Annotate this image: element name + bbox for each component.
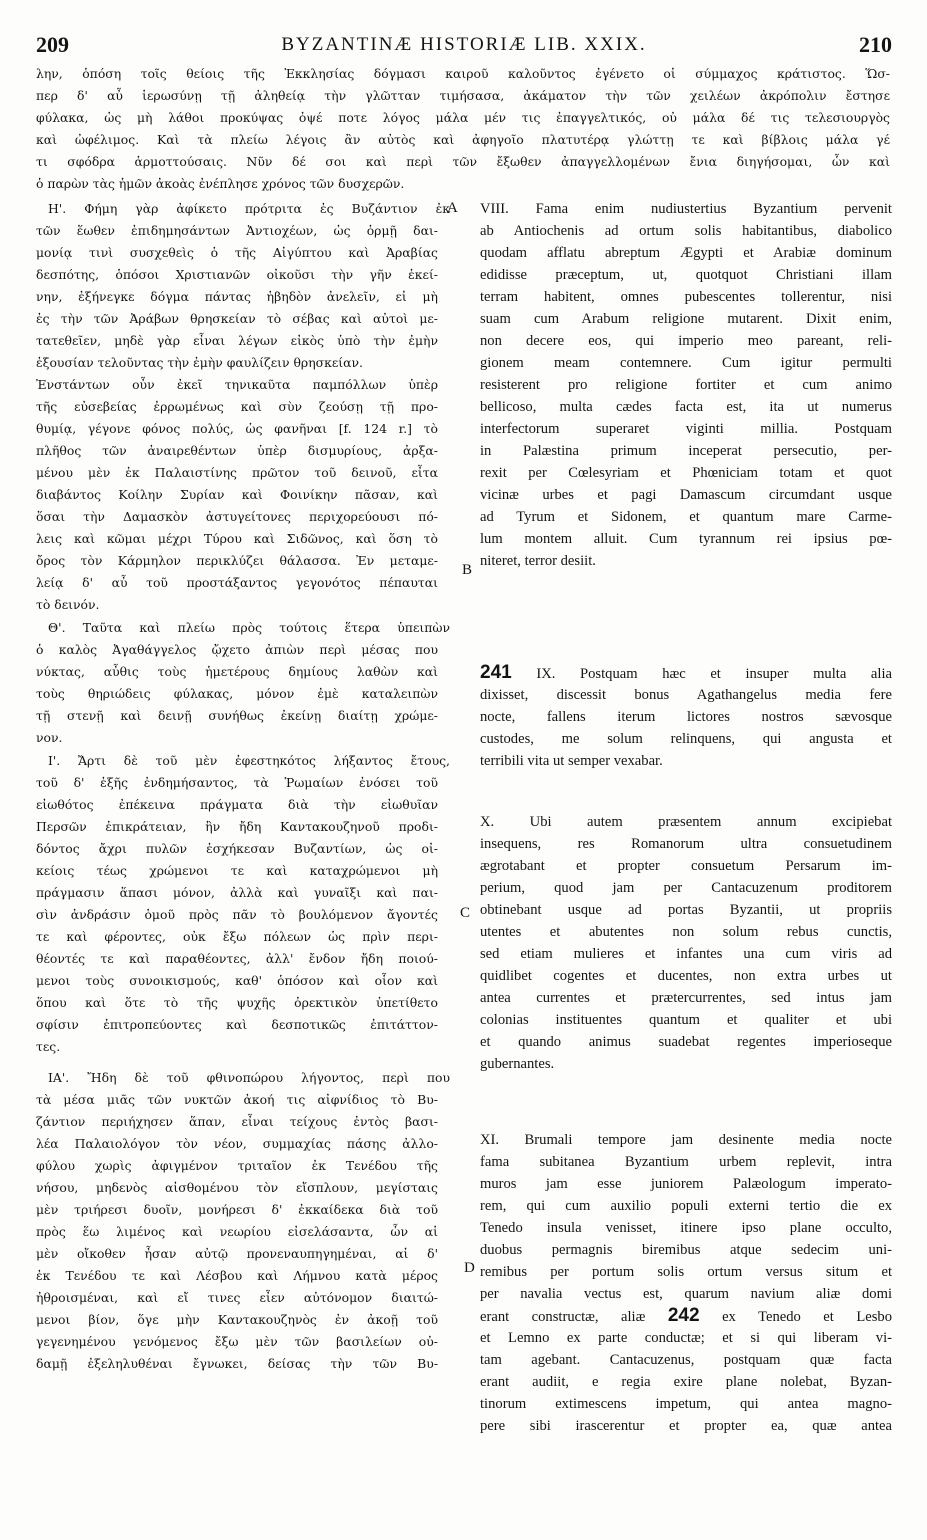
text-line: ὅπου καὶ ὅτε τὸ τῆς ψυχῆς ὀρεκτικὸν ὑπετίθετο bbox=[36, 995, 438, 1010]
text-span: IX. Postquam hæc et insuper multa alia bbox=[536, 666, 892, 682]
text-line: terribili vita ut semper vexabar. bbox=[480, 753, 663, 769]
text-line: ΙΑ'. Ἤδη δὲ τοῦ φθινοπώρου λήγοντος, περὶ που bbox=[48, 1070, 450, 1085]
text-line: πλῆθος τῶν ἀναιρεθέντων ὑπὲρ δισμυρίους, ἀρξα- bbox=[36, 443, 438, 458]
text-line: δεσπότης, ὁπόσοι Χριστιανῶν οἰκοῦσι τὴν γῆν ἐκεί- bbox=[36, 267, 438, 282]
page-number-left: 209 bbox=[36, 32, 69, 57]
text-line: interfectorum superaret viginti millia. Postquam bbox=[480, 421, 892, 437]
text-line: fama subitanea Byzantium urbem replevit, intra bbox=[480, 1154, 892, 1170]
text-line: λείᾳ δ' αὖ τοῦ προστάξαντος γεγονότος πέπαυται bbox=[36, 575, 438, 590]
text-line: τῆς εὐσεβείας ἐρρωμένως καὶ σὺν ζεούσῃ τῇ προ- bbox=[36, 399, 438, 414]
text-line: vicinæ urbes et pagi Damascum circumdant usque bbox=[480, 487, 892, 503]
text-line: rem, qui cum auxilio populi externi tertio die ex bbox=[480, 1198, 892, 1214]
text-line: quodam afflatu abreptum Ægypti et Arabiæ dominum bbox=[480, 245, 892, 261]
page-number-right: 210 bbox=[859, 32, 892, 57]
text-line: erant audiit, e regia exire plane nolebat, Byzan- bbox=[480, 1374, 892, 1390]
text-line: ἐκ Τενέδου τε καὶ Λέσβου καὶ Λήμνου κατὰ μέρος bbox=[36, 1268, 438, 1283]
text-line: πρὸς ἕω λιμένος καὶ νεωρίου εἰσελάσαντα, ὧν αἱ bbox=[36, 1224, 438, 1239]
text-line: δόντος ἄχρι πυλῶν ἐσχήκεσαν Βυζαντίων, ὡς οἰ- bbox=[36, 841, 438, 856]
text-line: ὁ παρὼν τὰς ἡμῶν ἀκοὰς ἐνέπλησε χρόνος τῶν δυσχερῶν. bbox=[36, 176, 405, 191]
margin-marker-b: B bbox=[462, 562, 473, 578]
text-line: Ι'. Ἄρτι δὲ τοῦ μὲν ἐφεστηκότος λήξαντος ἔτους, bbox=[48, 753, 450, 768]
text-line: μὲν οἴκοθεν ἦσαν αὐτῷ προνεναυπηγημέναι, αἱ δ' bbox=[36, 1246, 438, 1261]
text-line: utentes et abutentes non solum rebus cunctis, bbox=[480, 924, 892, 940]
running-title: BYZANTINÆ HISTORIÆ LIB. XXIX. bbox=[281, 34, 647, 55]
text-line: σὶν ἀνδράσιν ὁμοῦ πρὸς πᾶν τὸ βουλόμενον ἄγοντές bbox=[36, 907, 438, 922]
text-line: niteret, terror desiit. bbox=[480, 553, 596, 569]
text-line: μὲν τριήρεσι δυοῖν, μονήρεσι δ' ἐκκαίδεκα διὰ τοῦ bbox=[36, 1202, 438, 1217]
text-line: ἠθροισμέναι, καὶ εἴ τινες εἶεν αὐτόνομον διαιτώ- bbox=[36, 1290, 438, 1305]
text-line: rexit per Cœlesyriam et Phœniciam totam et quot bbox=[480, 465, 892, 481]
text-line: τες. bbox=[36, 1039, 61, 1054]
text-line: ἐς τὴν τῶν Ἀράβων θρησκείαν τὸ σέβας καὶ αὐτοὶ με- bbox=[36, 311, 438, 326]
running-header bbox=[36, 32, 892, 62]
page-ref-241: 241 bbox=[480, 662, 512, 683]
text-line: τοὺς θηριώδεις φύλακας, μόνον ἐμὲ καταλειπὼν bbox=[36, 686, 438, 701]
text-line: per navalia vectus est, quarum navium aliæ domi bbox=[480, 1286, 892, 1302]
text-line: Θ'. Ταῦτα καὶ πλείω πρὸς τούτοις ἕτερα ὑπειπὼν bbox=[48, 620, 450, 635]
text-line: διαβάντος Κοίλην Συρίαν καὶ Φοινίκην πᾶσαν, καὶ bbox=[36, 487, 438, 502]
text-line: sed etiam mulieres et infantes una cum viris ad bbox=[480, 946, 892, 962]
text-line: muros jam esse juniorem Palæologum imperato- bbox=[480, 1176, 892, 1192]
text-line: colonias instituentes quantum et qualiter et ubi bbox=[480, 1012, 892, 1028]
text-line-with-page-ref bbox=[480, 1306, 892, 1327]
text-line: Περσῶν ἐπικράτειαν, ἣν ἤδη Καντακουζηνοῦ προδι- bbox=[36, 819, 438, 834]
text-line: θέοντές τε καὶ παραθέοντες, ἀλλ' ἔνδον ἤδη ποιού- bbox=[36, 951, 438, 966]
text-line: εἰωθότος ἐπέκεινα πράγματα διὰ τὴν εἰωθυῖαν bbox=[36, 797, 438, 812]
text-line: in Palæstina primum inceperat persecutio, per- bbox=[480, 443, 892, 459]
text-line: X. Ubi autem præsentem annum excipiebat bbox=[480, 814, 892, 830]
text-line: φύλακα, ὡς μὴ λάθοι προκύψας ὀψέ ποτε λόγος μάλα μέν τις ἐπαγγελτικός, οὐ μάλα δέ τις τελεσιουργὸς bbox=[36, 110, 890, 125]
text-line: λέα Παλαιολόγον τὸν νέον, συμμαχίας πάσης ἀλλο- bbox=[36, 1136, 438, 1151]
text-line: μενοι τοὺς συνοικισμούς, καθ' ὁπόσον καὶ οἷον καὶ bbox=[36, 973, 438, 988]
text-line: τοῦ δ' ἑξῆς ἐνδημήσαντος, τὰ Ῥωμαίων ἐνόσει τοῦ bbox=[36, 775, 438, 790]
margin-marker-d: D bbox=[464, 1260, 475, 1276]
text-line: Η'. Φήμη γὰρ ἀφίκετο πρότριτα ἐς Βυζάντιον ἐκ bbox=[48, 201, 450, 216]
margin-marker-a: A bbox=[447, 200, 458, 216]
text-line: antea currentes et prætercurrentes, sed intus jam bbox=[480, 990, 892, 1006]
text-line: τε καὶ φέροντες, οὐκ ἔξω πόλεων ὡς πρὶν περι- bbox=[36, 929, 438, 944]
text-line: pere sibi irascerentur et propter ea, quæ antea bbox=[480, 1418, 892, 1434]
text-line: duobus permagnis biremibus atque sedecim uni- bbox=[480, 1242, 892, 1258]
text-line: suam cum Arabum religione mutarent. Dixit enim, bbox=[480, 311, 892, 327]
text-line: ὄρος τὸν Κάρμηλον περικλύζει θάλασσα. Ἐν μεταμε- bbox=[36, 553, 438, 568]
text-line: τῶν ἕωθεν ἐπιδημησάντων Ἀντιοχέων, ὡς ὁρμῇ δαι- bbox=[36, 223, 438, 238]
text-line: μενοι βίον, ὅγε μὴν Καντακουζηνὸς ἐν ἀκοῇ τοῦ bbox=[36, 1312, 438, 1327]
text-line: obtinebant usque ad portas Byzantii, ut propriis bbox=[480, 902, 892, 918]
text-line: σφίσιν ἐπιτροπεύοντες καὶ δεσποτικῶς ἐπιτάττον- bbox=[36, 1017, 438, 1032]
text-line: Tenedo insula venisset, itinere ipso plane occulto, bbox=[480, 1220, 892, 1236]
text-line: μονίᾳ τινὶ συσχεθεὶς ὁ τῆς Αἰγύπτου καὶ Ἀραβίας bbox=[36, 245, 438, 260]
text-line: τὸ δεινόν. bbox=[36, 597, 100, 612]
text-line: resisterent pro religione fortiter et cum animo bbox=[480, 377, 892, 393]
text-line: ὅσαι τὴν Δαμασκὸν ἀστυγείτονες περιχορεύουσι πό- bbox=[36, 509, 438, 524]
text-line: κείοις τέως χρώμενοι τε καὶ καταχρώμενοι μὴ bbox=[36, 863, 438, 878]
text-line: remibus per portum solis ortum versus situm et bbox=[480, 1264, 892, 1280]
text-line: nocte, fallens iterum lictores nostros sævosque bbox=[480, 709, 892, 725]
text-line: lum montem alluit. Cum tyrannum rei ipsius pœ- bbox=[480, 531, 892, 547]
text-line: γεγενημένου γενόμενος ἔξω μὲν τῶν βασιλείων οὐ- bbox=[36, 1334, 438, 1349]
text-line: λεις καὶ κῶμαι μέχρι Τύρου καὶ Σιδῶνος, καὶ ὅση τὸ bbox=[36, 531, 438, 546]
text-line: νον. bbox=[36, 730, 63, 745]
text-line: νύκτας, αὖθις τοὺς ἡμετέρους δημίους λαθὼν καὶ bbox=[36, 664, 438, 679]
text-line: ab Antiochenis ad ortum solis habitantibus, diabolico bbox=[480, 223, 892, 239]
text-span: ex Tenedo et Lesbo bbox=[722, 1309, 892, 1325]
text-line: μένου μὲν ἐκ Παλαιστίνης πρῶτον τοῦ δεινοῦ, εἶτα bbox=[36, 465, 438, 480]
text-line: ægrotabant et propter consuetum Persarum im- bbox=[480, 858, 892, 874]
text-line: τατεθεῖεν, μηδὲ γὰρ εἶναι λέγων εἰκὸς ὑπὸ τὴν ἐμὴν bbox=[36, 333, 438, 348]
text-line: ὁ καλὸς Ἀγαθάγγελος ᾤχετο ἀπιὼν περὶ μέσας που bbox=[36, 642, 438, 657]
text-line: gionem meam contemnere. Cum igitur permulti bbox=[480, 355, 892, 371]
text-line: perium, quod jam per Cantacuzenum proditorem bbox=[480, 880, 892, 896]
text-line: insequens, res Romanorum ultra consuetudinem bbox=[480, 836, 892, 852]
text-line: τὰ μέσα μιᾶς τῶν νυκτῶν ἀκοή τις αἰφνίδιος τὸ Βυ- bbox=[36, 1092, 438, 1107]
text-line: dixisset, discessit bonus Agathangelus media fere bbox=[480, 687, 892, 703]
text-line: φύλου χωρὶς ἀφιγμένον τριταῖον ἐκ Τενέδου τῆς bbox=[36, 1158, 438, 1173]
text-line: et quando animus suadebat regentes imperioseque bbox=[480, 1034, 892, 1050]
text-line: quidlibet cogentes et ducentes, non extra urbes ut bbox=[480, 968, 892, 984]
text-line: θυμίᾳ, γέγονε φόνος πολύς, ὡς φανῆναι [f. 124 r.] τὸ bbox=[36, 421, 438, 436]
text-line-with-page-ref bbox=[480, 663, 892, 684]
text-line: terram habitent, omnes pubescentes tollerentur, nisi bbox=[480, 289, 892, 305]
text-line: ad Tyrum et Sidonem, et quantum mare Carme- bbox=[480, 509, 892, 525]
text-line: XI. Brumali tempore jam desinente media nocte bbox=[480, 1132, 892, 1148]
text-line: ζάντιον περιήχησεν ἅπαν, εἶναι τείχους ἐντὸς βασι- bbox=[36, 1114, 438, 1129]
text-line: νήσου, μηδενὸς αἰσθομένου τὸν εἴσπλουν, μεγίσταις bbox=[36, 1180, 438, 1195]
text-line: τῇ στενῇ καὶ δεινῇ συνήθως ἐκείνῃ διαίτῃ χρώμε- bbox=[36, 708, 438, 723]
text-line: περ δ' αὖ ἱερωσύνῃ τῇ ἀληθείᾳ τὴν γλῶτταν τιμήσασα, ἀκάματον τὴν τῶν χειλέων ἀκρόπολιν ἔστησε bbox=[36, 88, 890, 103]
text-line: VIII. Fama enim nudiustertius Byzantium pervenit bbox=[480, 201, 892, 217]
text-line: καὶ ὠφέλιμος. Καὶ τὰ πλείω λέγοις ἂν αὐτὸς καὶ ἀφηγοῖο πλατυτέρᾳ γλώττῃ τε καὶ βίβλοις μάλα γέ bbox=[36, 132, 890, 147]
page-ref-242: 242 bbox=[667, 1305, 700, 1326]
text-line: λην, ὁπόση τοῖς θείοις τῆς Ἐκκλησίας δόγμασι καιροῦ καλοῦντος ἐγένετο οἱ σύμμαχος κράτιστος. Ὥσ- bbox=[36, 66, 890, 81]
margin-marker-c: C bbox=[460, 905, 471, 921]
text-span: erant constructæ, aliæ bbox=[480, 1309, 646, 1325]
text-line: Ἐνστάντων οὖν ἐκεῖ τηνικαῦτα παμπόλλων ὑπὲρ bbox=[36, 377, 438, 392]
text-line: ἐξουσίαν τελοῦντας τὴν ἐμὴν φαυλίζειν θρησκείαν. bbox=[36, 355, 363, 370]
text-line: edidisse præceptum, ut, quotquot Christiani illam bbox=[480, 267, 892, 283]
text-line: tinorum extimescens impetum, qui antea magno- bbox=[480, 1396, 892, 1412]
text-line: et Lemno ex parte conductæ; et si qui liberam vi- bbox=[480, 1330, 892, 1346]
text-line: νην, ἐξήνεγκε δόγμα πάντας ἡβηδὸν ἀνελεῖν, εἰ μὴ bbox=[36, 289, 438, 304]
text-line: τι σφόδρα ἁρμοττούσαις. Νῦν δέ σοι καὶ περὶ τῶν ἔξωθεν ἀπαγγελλομένων ἔνια διηγήσομαι, ὧν καὶ bbox=[36, 154, 890, 169]
text-line: δαμῇ ἐξεληλυθέναι ἔγνωκει, δείσας τὴν τῶν Βυ- bbox=[36, 1356, 438, 1371]
text-line: non decere eos, qui imperio meo pareant, reli- bbox=[480, 333, 892, 349]
text-line: custodes, me solum relinquens, qui angusta et bbox=[480, 731, 892, 747]
text-line: πράγμασιν ἅπασι μόνον, ἀλλὰ καὶ γυναῖξι καὶ παι- bbox=[36, 885, 438, 900]
text-line: tam agebant. Cantacuzenus, postquam quæ facta bbox=[480, 1352, 892, 1368]
text-line: bellicoso, multa cædes facta est, ita ut numerus bbox=[480, 399, 892, 415]
text-line: gubernantes. bbox=[480, 1056, 555, 1072]
